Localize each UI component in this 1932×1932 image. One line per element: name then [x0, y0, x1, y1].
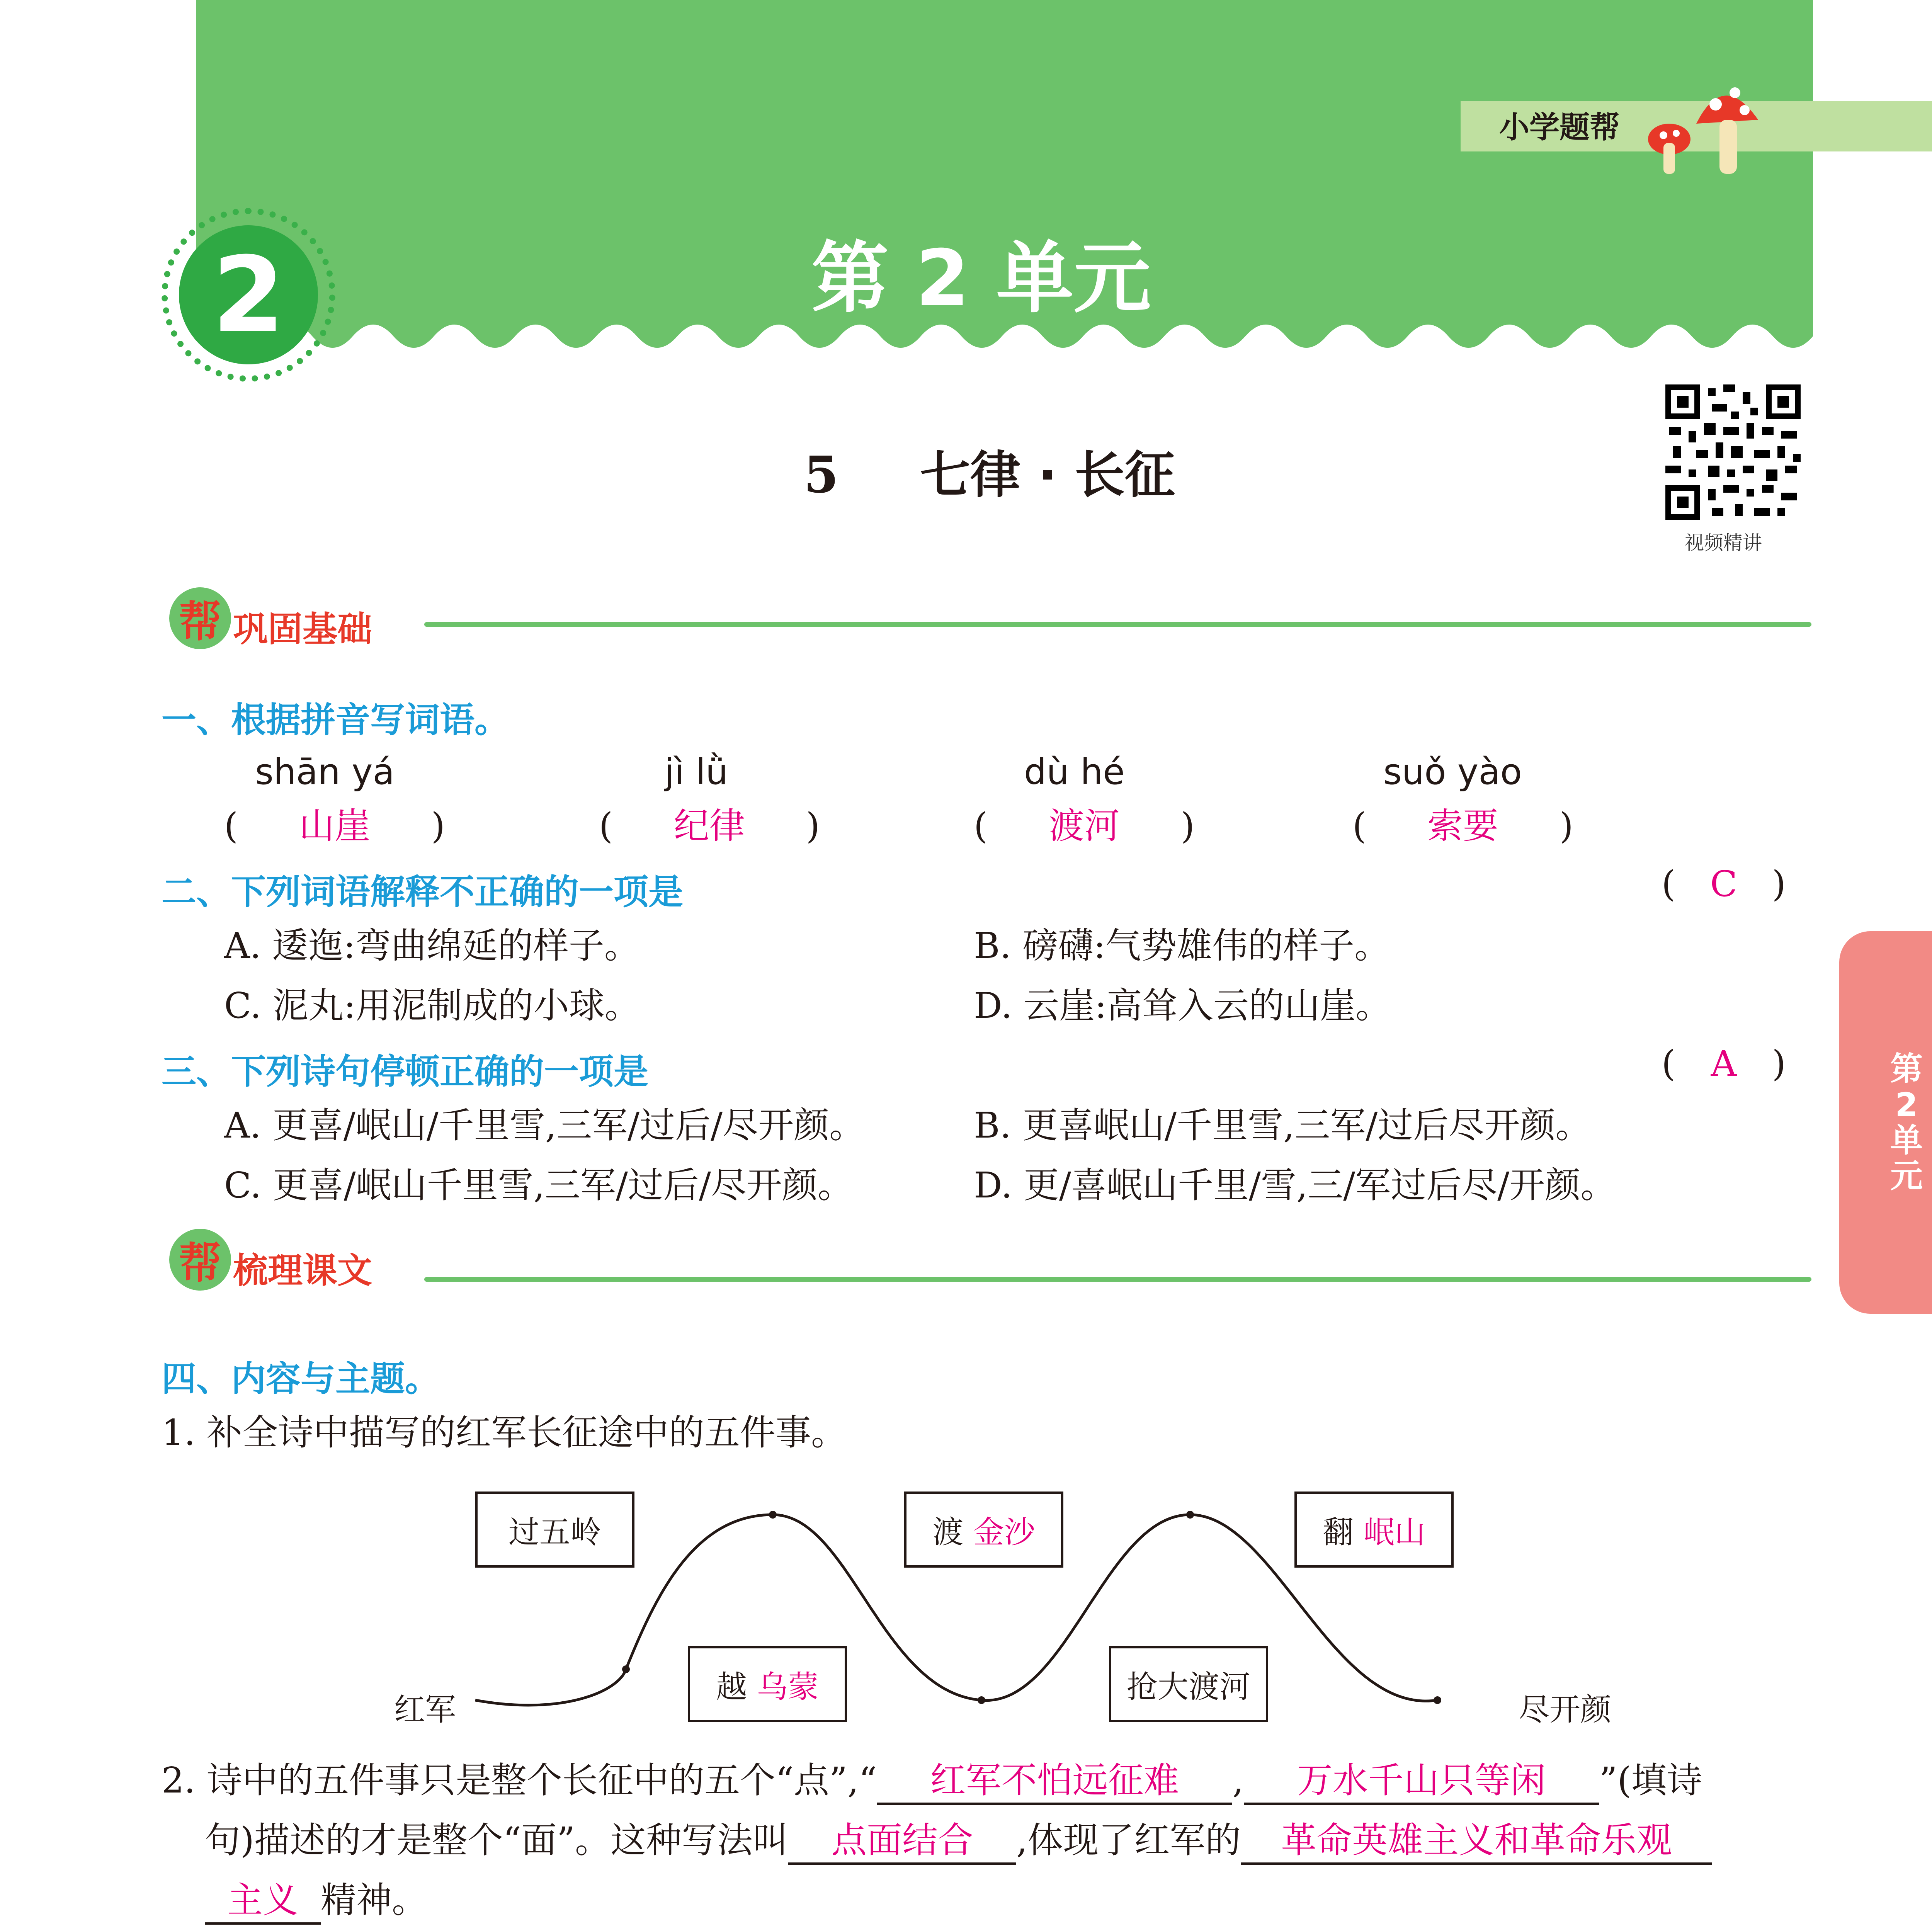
section-divider [424, 1277, 1811, 1282]
lesson-number: 5 [804, 445, 839, 504]
q4-sub1: 1. 补全诗中描写的红军长征途中的五件事。 [162, 1412, 847, 1453]
event-box-4 [688, 1646, 847, 1722]
fill-blank-1[interactable]: 红军不怕远征难 [877, 1758, 1232, 1805]
answer-1[interactable]: 山崖 [299, 805, 370, 847]
qr-caption: 视频精讲 [1685, 532, 1762, 554]
section-header-review [162, 1225, 1811, 1302]
q3-option-b: B. 更喜岷山/千里雪,三军/过后尽开颜。 [974, 1105, 1591, 1146]
pinyin-1: shān yá [255, 751, 395, 793]
event-box-1 [475, 1492, 634, 1568]
side-tab-char: 元 [1890, 1157, 1923, 1195]
section-badge [169, 1229, 231, 1291]
side-tab[interactable] [1839, 931, 1932, 1314]
q2-option-c: C. 泥丸:用泥制成的小球。 [224, 985, 640, 1026]
event-label: 越 [716, 1669, 747, 1705]
q3-answer-slot: ( A ) [1662, 1041, 1786, 1086]
section-badge-text: 帮 [179, 1238, 221, 1288]
fill-blank-2[interactable]: 万水千山只等闲 [1244, 1758, 1599, 1805]
q3-title: 三、下列诗句停顿正确的一项是 [162, 1051, 648, 1092]
q4-sub2-line2 [205, 1818, 1712, 1865]
text: 精神。 [321, 1879, 428, 1921]
q3-option-a: A. 更喜/岷山/千里雪,三军/过后/尽开颜。 [224, 1105, 865, 1146]
q2-option-a: A. 逶迤:弯曲绵延的样子。 [224, 925, 640, 966]
section-title: 梳理课文 [233, 1250, 372, 1291]
answer-slot-4: ( 索要 ) [1352, 804, 1573, 848]
text: 句)描述的才是整个“面”。这种写法叫 [205, 1820, 788, 1861]
section-title: 巩固基础 [233, 609, 372, 650]
q3-option-d: D. 更/喜岷山千里/雪,三/军过后尽/开颜。 [974, 1165, 1616, 1206]
pinyin-4: suǒ yào [1383, 751, 1522, 793]
fill-blank-4[interactable]: 革命英雄主义和革命乐观 [1241, 1818, 1712, 1865]
q2-answer-slot: ( C ) [1662, 862, 1786, 906]
q4-sub2-line3 [205, 1878, 427, 1925]
q1-title: 一、根据拼音写词语。 [162, 700, 509, 740]
event-box-3 [1294, 1492, 1454, 1568]
section-badge [169, 587, 231, 649]
side-tab-char: 单 [1890, 1121, 1923, 1159]
q2-option-d: D. 云崖:高耸入云的山崖。 [974, 985, 1391, 1026]
answer-slot-1: ( 山崖 ) [224, 804, 445, 848]
q3-answer[interactable]: A [1711, 1043, 1737, 1084]
answer-4[interactable]: 索要 [1427, 805, 1498, 847]
unit-number: 2 [212, 234, 285, 356]
q4-title: 四、内容与主题。 [162, 1359, 440, 1399]
diagram-end: 尽开颜 [1519, 1692, 1611, 1728]
event-label: 翻 [1323, 1514, 1354, 1550]
event-box-2 [904, 1492, 1063, 1568]
unit-title: 第 2 单元 [811, 233, 1151, 323]
q3-option-c: C. 更喜/岷山千里雪,三军/过后/尽开颜。 [224, 1165, 853, 1206]
q2-answer[interactable]: C [1710, 863, 1738, 905]
event-answer[interactable]: 乌蒙 [757, 1669, 819, 1705]
diagram-start: 红军 [394, 1692, 456, 1728]
side-tab-char: 2 [1895, 1085, 1918, 1124]
side-tab-char: 第 [1890, 1050, 1923, 1088]
qr-code-icon[interactable] [1662, 381, 1804, 524]
mushroom-icon [1646, 66, 1777, 182]
event-answer[interactable]: 金沙 [973, 1514, 1035, 1550]
lesson-title [804, 435, 1175, 507]
answer-slot-3: ( 渡河 ) [974, 804, 1195, 848]
text: ,体现了红军的 [1016, 1820, 1241, 1861]
event-label: 渡 [932, 1514, 964, 1550]
q2-option-b: B. 磅礴:气势雄伟的样子。 [974, 925, 1390, 966]
event-box-5 [1109, 1646, 1268, 1722]
text: , [1232, 1760, 1244, 1801]
q2-title: 二、下列词语解释不正确的一项是 [162, 872, 683, 912]
event-label: 抢大渡河 [1127, 1669, 1250, 1705]
event-answer[interactable]: 岷山 [1363, 1514, 1425, 1550]
brand-name: 小学题帮 [1499, 110, 1620, 145]
section-header-consolidate [162, 583, 1811, 661]
event-label: 过五岭 [509, 1514, 601, 1550]
lesson-name: 七律 · 长征 [920, 446, 1175, 504]
text: 2. 诗中的五件事只是整个长征中的五个“点”,“ [162, 1760, 877, 1801]
answer-slot-2: ( 纪律 ) [599, 804, 820, 848]
section-divider [424, 622, 1811, 627]
unit-number-badge [179, 225, 318, 364]
pinyin-2: jì lǜ [665, 751, 728, 793]
text: ”(填诗 [1599, 1760, 1702, 1801]
answer-3[interactable]: 渡河 [1048, 805, 1120, 847]
fill-blank-5[interactable]: 主义 [205, 1878, 321, 1925]
fill-blank-3[interactable]: 点面结合 [788, 1818, 1016, 1865]
q4-sub2-line1 [162, 1758, 1702, 1805]
section-badge-text: 帮 [179, 597, 221, 646]
answer-2[interactable]: 纪律 [673, 805, 745, 847]
pinyin-3: dù hé [1024, 751, 1125, 793]
